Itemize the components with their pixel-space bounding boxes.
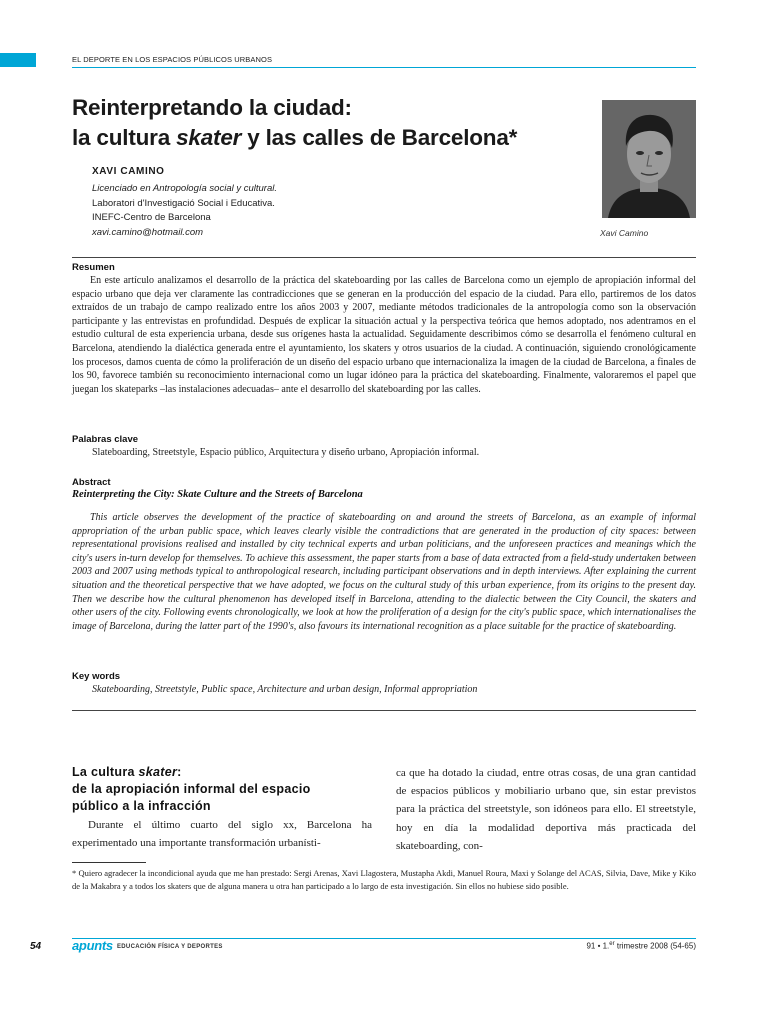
issue-info [586, 941, 696, 951]
section-heading-em: skater [138, 765, 178, 779]
author-affiliation-1: Licenciado en Antropología social y cultural. [92, 183, 278, 194]
issue-info-post: trimestre 2008 (54-65) [614, 941, 696, 951]
section-heading-colon: : [177, 765, 182, 779]
abstract-label: Abstract [72, 477, 111, 488]
resumen-text: En este artículo analizamos el desarrollo de la práctica del skateboarding por las calles de Barcelona como un ejemplo de apropiación informal del espacio urbano que deja ver claramente las contradicciones que se generan en la producción del espacio de la ciudad. Para ello, partiremos de los datos extraídos de un trabajo de campo realizado entre los años 2003 y 2007, mediante métodos tradicionales de la antropología como son la observación participante y las entrevistas en profundidad. Después de explicar la situación actual y la perspectiva teórica que hemos adoptado, nos adentramos en el estudio cultural de esta experiencia urbana, desde sus orígenes hasta la actualidad. Seguidamente describimos cómo se desarrolla el fenómeno cultural en Barcelona, atendiendo la dialéctica generada entre el ayuntamiento, los skaters y otros usuarios de la ciudad. A continuación, siguiendo cronológicamente los procesos, damos cuenta de cómo la proliferación de un diseño del espacio urbano que internacionaliza la imagen de la ciudad de Barcelona, a finales de los 90, favorece también su reconocimiento internacional como un lugar idóneo para la práctica del skateboarding. Finalmente, valoraremos el papel que juegan los skateparks –las instalaciones adecuadas– ante el desarrollo del skateboarding por las calles. [72, 275, 696, 395]
footnote-rule [72, 862, 146, 863]
title-line-2-pre: la cultura [72, 125, 177, 150]
photo-caption: Xavi Camino [600, 228, 649, 238]
page-number: 54 [30, 941, 42, 952]
author-photo [602, 100, 696, 218]
issue-info-pre: 91 • 1. [586, 941, 610, 951]
journal-logo: apunts [72, 938, 113, 953]
section-color-tab [0, 53, 36, 67]
title-line-2-post: y las calles de Barcelona* [241, 125, 518, 150]
palabras-clave-label: Palabras clave [72, 434, 139, 445]
journal-subtitle: EDUCACIÓN FÍSICA Y DEPORTES [117, 944, 223, 950]
issue-info-sup: er [609, 941, 615, 947]
section-heading-line-3: público a la infracción [72, 799, 211, 813]
article-title [72, 93, 592, 153]
title-line-1: Reinterpretando la ciudad: [72, 95, 352, 120]
author-name: XAVI CAMINO [92, 166, 165, 177]
footnote: * Quiero agradecer la incondicional ayuda que me han prestado: Sergi Arenas, Xavi Llagostera, Mustapha Akdi, Manuel Roura, Maxi y Solange del ACAS, Silvia, Dave, Mike y Kiko de la Makabra y a todos los skaters que de alguna manera u otra han participado a lo largo de esta investigación. Sin ellos no hubiese sido posible. [72, 868, 696, 891]
author-block [92, 166, 277, 240]
running-head: EL DEPORTE EN LOS ESPACIOS PÚBLICOS URBANOS [72, 55, 273, 64]
key-words-label: Key words [72, 671, 121, 682]
body-column-1: Durante el último cuarto del siglo xx, Barcelona ha experimentado una importante transformación urbanísti- [72, 819, 372, 849]
footer-rule [72, 938, 696, 939]
title-line-2-em: skater [176, 125, 242, 150]
key-words-text: Skateboarding, Streetstyle, Public space, Architecture and urban design, Informal appropriation [92, 684, 478, 695]
section-heading-pre: La cultura [72, 765, 139, 779]
resumen-rule [72, 257, 696, 258]
abstract-title: Reinterpreting the City: Skate Culture and the Streets of Barcelona [72, 489, 363, 500]
body-column-2: ca que ha dotado la ciudad, entre otras cosas, de una gran cantidad de espacios públicos y mobiliario urbano que, sin estar previstos para la práctica del streetstyle, son idóneos para ello. El streetstyle, hoy en día la modalidad deportiva más practicada del skateboarding, con- [396, 767, 696, 852]
author-affiliation-2: Laboratori d'Investigació Social i Educativa. [92, 197, 275, 209]
portrait-image [602, 100, 696, 218]
abstract-text: This article observes the development of the practice of skateboarding on and around the streets of Barcelona, as an example of informal appropriation of the urban public space, which leaves clearly visible the contradictions that are generated in the production of city spaces: between representational provisions realised and installed by city technical experts and urban politicians, and the unforeseen practices and meanings which the city's users in-turn develop for themselves. To achieve this assessment, the paper starts from a base of data extracted from a field-study undertaken between 2003 and 2007 using methods typical to anthropological research, including participant observations and in depth interviews. After explaining the current situation and the theoretical perspective that we have adopted, we focus on the cultural study of this urban experience, from its origins to the present day. Then we describe how the cultural phenomenon has developed itself in Barcelona, attending to the dialectic between the City Council, the skaters and other users of the city. Following events chronologically, we look at how the proliferation of a design for the city's public space, which internationalises the image of Barcelona, during the latter part of the 1990's, also favours its international recognition as a place suitable for the practice of skateboarding. [72, 512, 696, 632]
section-heading [72, 764, 372, 815]
resumen-label: Resumen [72, 262, 115, 273]
header-rule [72, 67, 696, 68]
palabras-clave-text: Slateboarding, Streetstyle, Espacio público, Arquitectura y diseño urbano, Apropiación informal. [92, 447, 480, 458]
section-heading-line-2: de la apropiación informal del espacio [72, 782, 311, 796]
abstract-end-rule [72, 710, 696, 711]
author-affiliation-3: INEFC-Centro de Barcelona [92, 212, 211, 223]
title-line-2 [72, 123, 592, 153]
author-email[interactable]: xavi.camino@hotmail.com [92, 226, 204, 238]
